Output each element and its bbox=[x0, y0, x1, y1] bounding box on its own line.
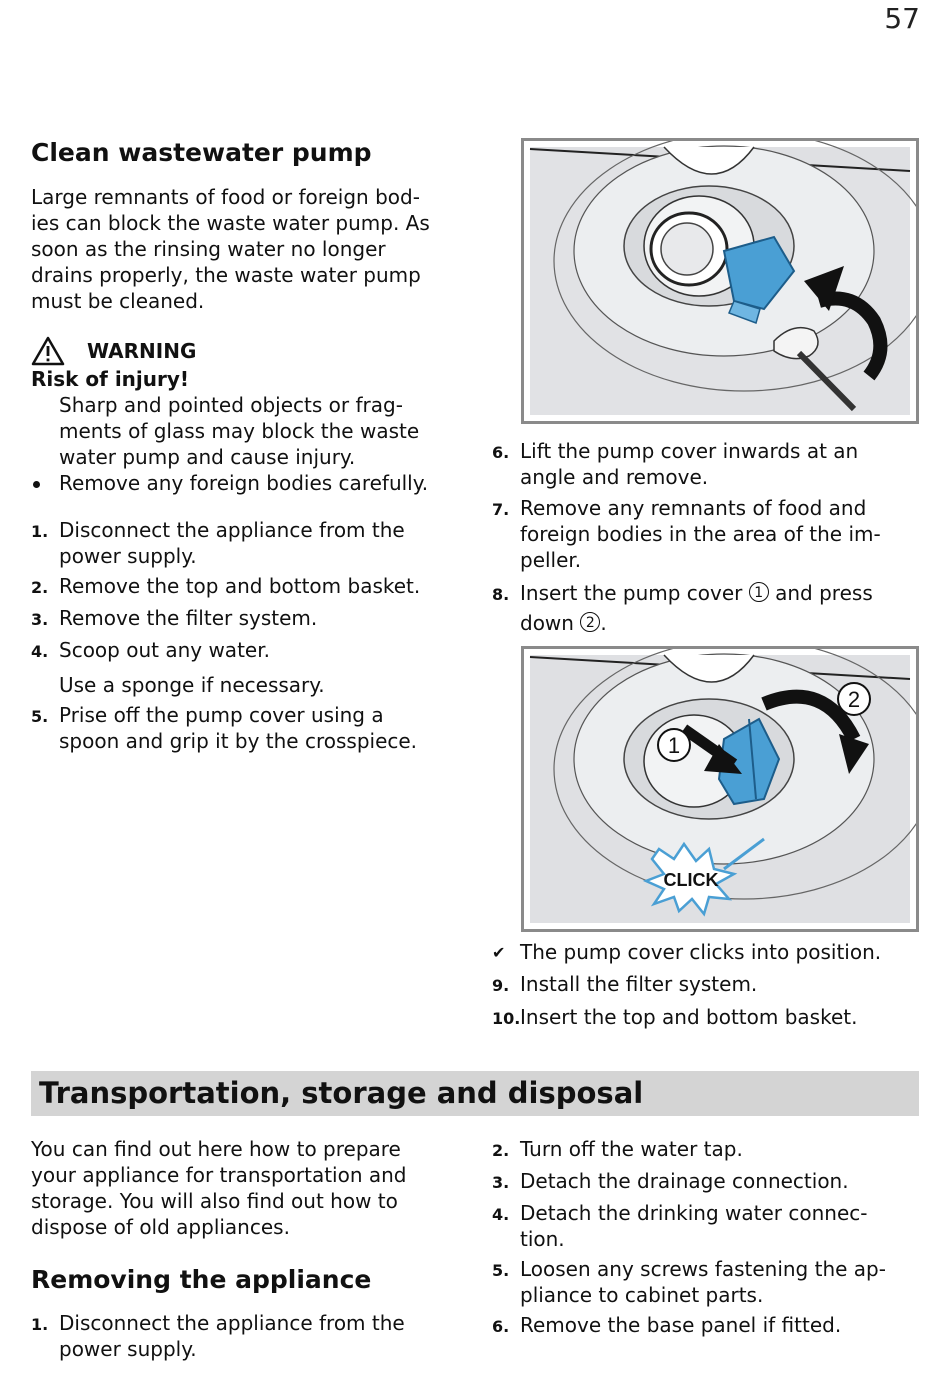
list-item bbox=[31, 1310, 461, 1362]
figure-insert-pump-cover bbox=[521, 646, 919, 932]
step-number: 4. bbox=[31, 642, 49, 661]
transport-intro bbox=[31, 1136, 461, 1240]
step-text: . bbox=[600, 611, 607, 635]
step-text: Use a sponge if necessary. bbox=[59, 673, 325, 697]
list-item bbox=[492, 438, 920, 490]
step-text: Remove the top and bottom basket. bbox=[59, 574, 421, 598]
step-text: Install the filter system. bbox=[520, 972, 758, 996]
intro-line: dispose of old appliances. bbox=[31, 1215, 290, 1239]
step-number: 8. bbox=[492, 585, 510, 604]
warning-block bbox=[31, 336, 461, 496]
warning-label: WARNING bbox=[87, 339, 197, 363]
step-number: 4. bbox=[492, 1205, 510, 1224]
step-number: 6. bbox=[492, 1317, 510, 1336]
figure-remove-pump-cover bbox=[521, 138, 919, 424]
step-text: power supply. bbox=[59, 1337, 197, 1361]
step-number: 9. bbox=[492, 976, 510, 995]
step-number: 5. bbox=[492, 1261, 510, 1280]
warning-line: ments of glass may block the waste bbox=[59, 419, 420, 443]
warning-line: water pump and cause injury. bbox=[59, 445, 356, 469]
step-text: Disconnect the appliance from the bbox=[59, 518, 405, 542]
intro-line: drains properly, the waste water pump bbox=[31, 263, 421, 287]
intro-line: your appliance for transportation and bbox=[31, 1163, 407, 1187]
pump-removal-illustration bbox=[524, 141, 916, 421]
step-number: 2. bbox=[31, 578, 49, 597]
intro-line: storage. You will also find out how to bbox=[31, 1189, 398, 1213]
step-text: angle and remove. bbox=[520, 465, 709, 489]
click-label: CLICK bbox=[663, 870, 719, 890]
step-text: Scoop out any water. bbox=[59, 638, 270, 662]
list-item bbox=[492, 495, 920, 573]
list-item bbox=[31, 573, 461, 601]
step-number: 7. bbox=[492, 500, 510, 519]
steps-list-transport-left bbox=[31, 1310, 461, 1362]
list-item bbox=[31, 605, 461, 633]
list-item bbox=[492, 1312, 920, 1340]
step-text: Remove the filter system. bbox=[59, 606, 318, 630]
intro-line: You can find out here how to prepare bbox=[31, 1137, 401, 1161]
checkmark-icon: ✔ bbox=[492, 943, 506, 962]
step-text: Turn off the water tap. bbox=[520, 1137, 743, 1161]
step-number bbox=[31, 672, 59, 698]
figure-label-1: 1 bbox=[667, 733, 681, 758]
result-text: The pump cover clicks into position. bbox=[520, 940, 882, 964]
step-text: Loosen any screws fastening the ap- bbox=[520, 1257, 886, 1281]
step-text: down bbox=[520, 611, 574, 635]
step-number: 3. bbox=[31, 610, 49, 629]
list-item bbox=[31, 702, 461, 754]
warning-risk: Risk of injury! bbox=[31, 367, 190, 391]
step-number: 1. bbox=[31, 1315, 49, 1334]
step-text: Remove the base panel if fitted. bbox=[520, 1313, 842, 1337]
section-title: Transportation, storage and disposal bbox=[39, 1076, 644, 1110]
pump-right-column-after bbox=[492, 939, 920, 1032]
list-item bbox=[31, 637, 461, 665]
step-text: Insert the pump cover bbox=[520, 581, 743, 605]
step-text: Lift the pump cover inwards at an bbox=[520, 439, 859, 463]
step-text: spoon and grip it by the crosspiece. bbox=[59, 729, 418, 753]
step-text: Remove any remnants of food and bbox=[520, 496, 867, 520]
step-text: Detach the drinking water connec- bbox=[520, 1201, 868, 1225]
list-item bbox=[492, 1168, 920, 1196]
warning-text bbox=[31, 392, 461, 470]
pump-left-column bbox=[31, 137, 461, 754]
list-item bbox=[31, 517, 461, 569]
step-number: 2. bbox=[492, 1141, 510, 1160]
step-number: 1. bbox=[31, 522, 49, 541]
step-text: Detach the drainage connection. bbox=[520, 1169, 849, 1193]
warning-bullet bbox=[31, 470, 461, 496]
figure-label-2: 2 bbox=[847, 687, 861, 712]
step-text: foreign bodies in the area of the im- bbox=[520, 522, 881, 546]
list-item bbox=[492, 1004, 920, 1032]
section-bar-transportation bbox=[31, 1071, 919, 1116]
step-text: Prise off the pump cover using a bbox=[59, 703, 384, 727]
steps-list-left bbox=[31, 517, 461, 754]
list-item bbox=[492, 578, 920, 638]
marker-2-icon: 2 bbox=[580, 612, 600, 632]
list-item bbox=[492, 1256, 920, 1308]
section-heading-removing: Removing the appliance bbox=[31, 1265, 372, 1294]
transport-right-column bbox=[492, 1136, 920, 1340]
intro-line: soon as the rinsing water no longer bbox=[31, 237, 386, 261]
bullet-icon bbox=[31, 470, 59, 496]
list-item bbox=[31, 672, 461, 698]
step-text: Disconnect the appliance from the bbox=[59, 1311, 405, 1335]
step-number: 10. bbox=[492, 1009, 521, 1028]
intro-line: ies can block the waste water pump. As bbox=[31, 211, 430, 235]
step-number: 6. bbox=[492, 443, 510, 462]
pump-right-column bbox=[492, 438, 920, 638]
step-number: 3. bbox=[492, 1173, 510, 1192]
step-text: peller. bbox=[520, 548, 582, 572]
section-heading-clean-pump: Clean wastewater pump bbox=[31, 138, 372, 167]
pump-insert-illustration bbox=[524, 649, 916, 929]
list-item bbox=[492, 971, 920, 999]
list-item bbox=[492, 1200, 920, 1252]
page-number: 57 bbox=[884, 2, 920, 35]
intro-line: must be cleaned. bbox=[31, 289, 205, 313]
step-text: Insert the top and bottom basket. bbox=[520, 1005, 858, 1029]
result-item bbox=[492, 939, 920, 966]
step-text: pliance to cabinet parts. bbox=[520, 1283, 764, 1307]
list-item bbox=[492, 1136, 920, 1164]
warning-line: Sharp and pointed objects or frag- bbox=[59, 393, 403, 417]
transport-left-column bbox=[31, 1136, 461, 1362]
marker-1-icon: 1 bbox=[749, 582, 769, 602]
intro-line: Large remnants of food or foreign bod- bbox=[31, 185, 420, 209]
step-number: 5. bbox=[31, 707, 49, 726]
step-text: tion. bbox=[520, 1227, 565, 1251]
bullet-text: Remove any foreign bodies carefully. bbox=[59, 471, 429, 495]
warning-triangle-icon bbox=[31, 336, 65, 366]
step-text: power supply. bbox=[59, 544, 197, 568]
pump-intro bbox=[31, 184, 461, 314]
step-text: and press bbox=[775, 581, 873, 605]
warning-heading bbox=[31, 336, 461, 366]
